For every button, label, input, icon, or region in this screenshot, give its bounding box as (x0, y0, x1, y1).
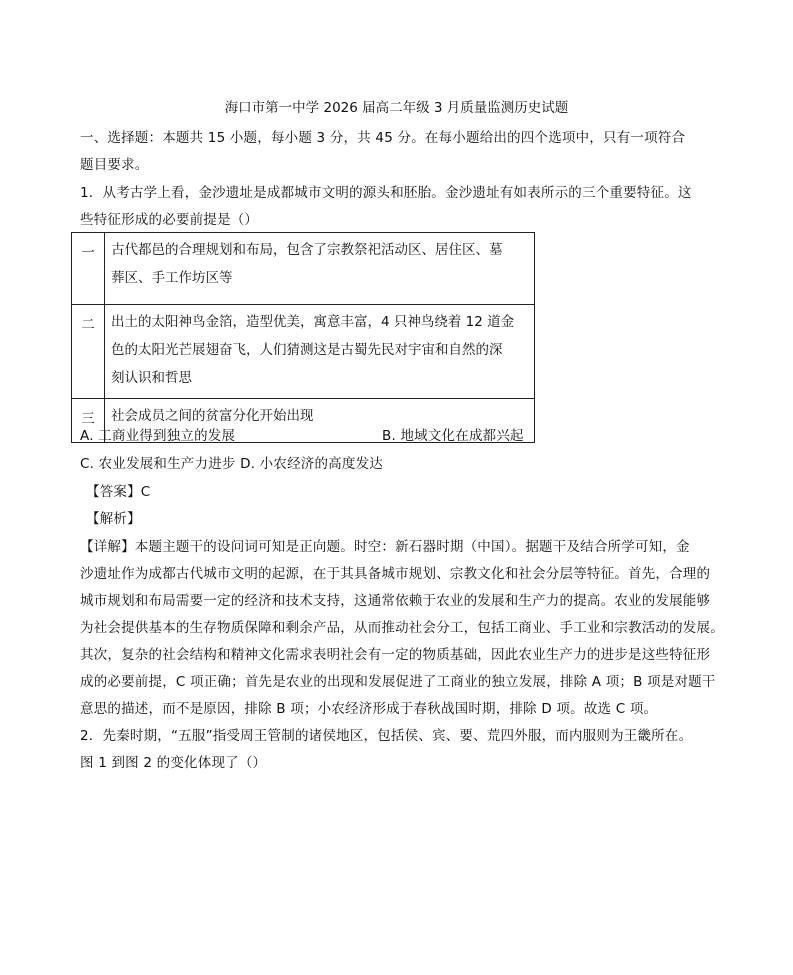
row-text-line: 刻认识和哲思 (111, 370, 192, 386)
section-instruction-line-2: 题目要求。 (80, 157, 149, 173)
q1-detail-line: 城市规划和布局需要一定的经济和技术支持，这通常依赖于农业的发展和生产力的提高。农业的发展能够 (80, 593, 711, 609)
q1-option-b: B. 地域文化在成都兴起 (382, 428, 524, 444)
table-row (72, 305, 535, 399)
q2-stem-line-1: 2．先秦时期，“五服”指受周王管制的诸侯地区，包括侯、宾、要、荒四外服，而内服则为王畿所在。 (80, 728, 693, 744)
exam-title: 海口市第一中学 2026 届高二年级 3 月质量监测历史试题 (224, 100, 569, 116)
row-text-line: 出土的太阳神鸟金箔，造型优美，寓意丰富，4 只神鸟绕着 12 道金 (111, 314, 515, 330)
q1-detail-line: 其次，复杂的社会结构和精神文化需求表明社会有一定的物质基础，因此农业生产力的进步是这些特征形 (80, 647, 711, 663)
row-number: 一 (72, 233, 105, 305)
q1-stem-line-1: 1．从考古学上看，金沙遗址是成都城市文明的源头和胚胎。金沙遗址有如表所示的三个重要特征。这 (80, 185, 692, 201)
q1-answer: 【答案】C (86, 484, 151, 500)
row-text-line: 社会成员之间的贫富分化开始出现 (111, 408, 314, 424)
q1-stem-line-2: 些特征形成的必要前提是（） (80, 212, 259, 228)
table-row (72, 233, 535, 305)
q1-detail-line: 【详解】本题主题干的设问词可知是正向题。时空：新石器时期（中国）。据题干及结合所学可知，金 (80, 539, 690, 555)
q1-analysis-label: 【解析】 (86, 511, 141, 527)
q1-feature-table (71, 232, 535, 443)
q1-detail-line: 沙遗址作为成都古代城市文明的起源，在于其具备城市规划、宗教文化和社会分层等特征。首先，合理的 (80, 566, 711, 582)
row-text-line: 色的太阳光芒展翅奋飞，人们猜测这是古蜀先民对宇宙和自然的深 (111, 342, 503, 358)
row-number: 二 (72, 305, 105, 399)
q1-detail-line: 为社会提供基本的生存物质保障和剩余产品，从而推动社会分工，包括工商业、手工业和宗教活动的发展。 (80, 620, 724, 636)
q2-stem-line-2: 图 1 到图 2 的变化体现了（） (80, 755, 267, 771)
section-instruction-line-1: 一、选择题：本题共 15 小题，每小题 3 分，共 45 分。在每小题给出的四个选项中，只有一项符合 (80, 130, 686, 146)
q1-detail-line: 成的必要前提，C 项正确；首先是农业的出现和发展促进了工商业的独立发展，排除 A 项；B 项是对题干 (80, 674, 716, 690)
q1-option-a: A. 工商业得到独立的发展 (80, 428, 236, 444)
row-text (105, 305, 535, 399)
q1-option-c-d: C. 农业发展和生产力进步 D. 小农经济的高度发达 (80, 456, 383, 472)
row-text-line: 葬区、手工作坊区等 (111, 270, 233, 286)
q1-detail-line: 意思的描述，而不是原因，排除 B 项；小农经济形成于春秋战国时期，排除 D 项。故选 C 项。 (80, 701, 658, 717)
row-text-line: 古代都邑的合理规划和布局，包含了宗教祭祀活动区、居住区、墓 (111, 242, 503, 258)
row-number: 三 (72, 399, 105, 443)
row-text (105, 233, 535, 305)
